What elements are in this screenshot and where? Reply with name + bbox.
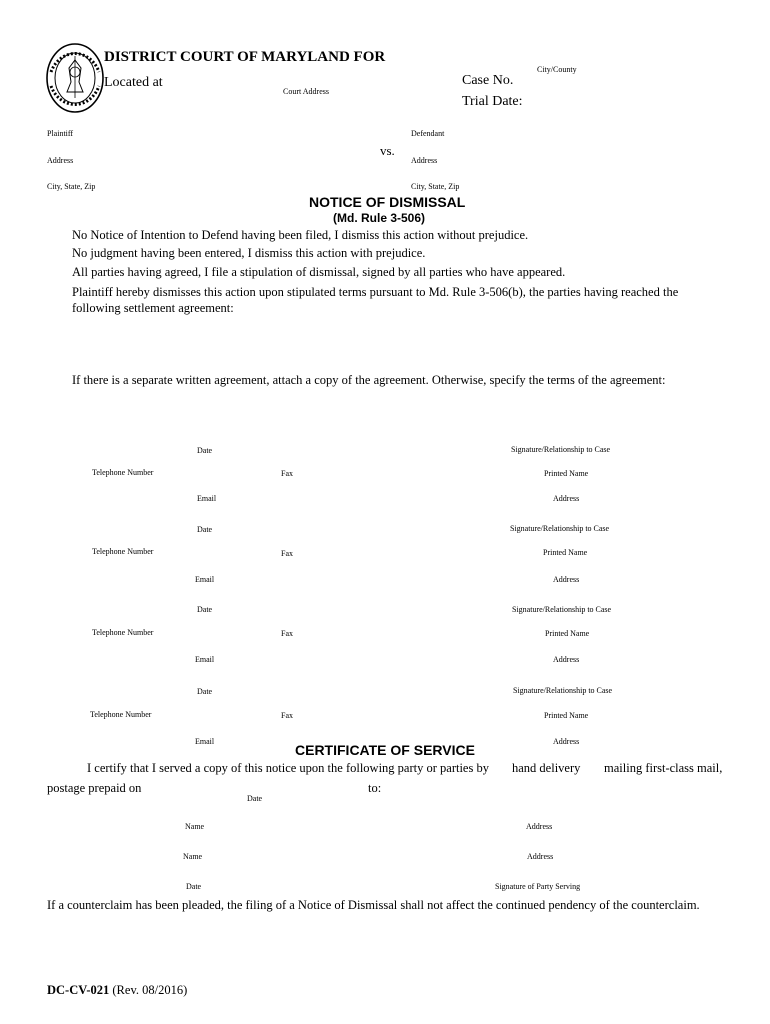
sig2-fax-label: Fax	[281, 549, 293, 558]
vs-label: vs.	[380, 143, 395, 158]
sig1-printed-name-label: Printed Name	[544, 469, 589, 478]
sig1-fax-label: Fax	[281, 469, 293, 478]
sig3-address-label: Address	[553, 655, 580, 664]
case-no-label: Case No.	[462, 73, 514, 88]
sig1-signature-label: Signature/Relationship to Case	[511, 445, 611, 454]
option-without-prejudice: No Notice of Intention to Defend having been filed, I dismiss this action without prejudice.	[72, 228, 529, 242]
hand-delivery-option: hand delivery	[512, 761, 581, 775]
plaintiff-label: Plaintiff	[47, 129, 74, 138]
mailing-option: mailing first-class mail,	[604, 761, 723, 775]
service-date-label: Date	[247, 794, 263, 803]
sig3-email-label: Email	[195, 655, 215, 664]
sig4-fax-label: Fax	[281, 711, 293, 720]
trial-date-label: Trial Date:	[462, 94, 523, 109]
option-stipulation: All parties having agreed, I file a stipulation of dismissal, signed by all parties who have appeared.	[72, 265, 566, 279]
court-seal-icon	[45, 42, 105, 114]
sig4-email-label: Email	[195, 737, 215, 746]
option-stipulated-terms: Plaintiff hereby dismisses this action upon stipulated terms pursuant to Md. Rule 3-506(b), the parties having reached the	[72, 285, 679, 299]
sig4-date-label: Date	[197, 687, 213, 696]
sig2-signature-label: Signature/Relationship to Case	[510, 524, 610, 533]
sig3-printed-name-label: Printed Name	[545, 629, 590, 638]
agreement-note: If there is a separate written agreement, attach a copy of the agreement. Otherwise, specify the terms of the agreement:	[72, 373, 666, 387]
sig3-date-label: Date	[197, 605, 213, 614]
sig1-email-label: Email	[197, 494, 217, 503]
served-address-1-label: Address	[526, 822, 553, 831]
defendant-label: Defendant	[411, 129, 445, 138]
sig2-email-label: Email	[195, 575, 215, 584]
sig3-signature-label: Signature/Relationship to Case	[512, 605, 612, 614]
court-title: DISTRICT COURT OF MARYLAND FOR	[104, 49, 386, 65]
sig3-fax-label: Fax	[281, 629, 293, 638]
court-address-label: Court Address	[283, 87, 329, 96]
city-county-label: City/County	[537, 65, 577, 74]
sig1-address-label: Address	[553, 494, 580, 503]
plaintiff-address-label: Address	[47, 156, 74, 165]
defendant-city-label: City, State, Zip	[411, 182, 460, 191]
served-address-2-label: Address	[527, 852, 554, 861]
notice-subtitle: (Md. Rule 3-506)	[333, 211, 426, 225]
to-label: to:	[368, 781, 382, 795]
sig4-telephone-label: Telephone Number	[90, 710, 152, 719]
sig2-date-label: Date	[197, 525, 213, 534]
sig3-telephone-label: Telephone Number	[92, 628, 154, 637]
sig2-printed-name-label: Printed Name	[543, 548, 588, 557]
form-revision: (Rev. 08/2016)	[112, 983, 188, 997]
certificate-title: CERTIFICATE OF SERVICE	[295, 742, 475, 758]
form-footer	[47, 983, 187, 998]
served-name-1-label: Name	[185, 822, 205, 831]
form-id: DC-CV-021	[47, 983, 110, 997]
notice-title: NOTICE OF DISMISSAL	[309, 194, 466, 210]
served-name-2-label: Name	[183, 852, 203, 861]
serving-signature-label: Signature of Party Serving	[495, 882, 581, 891]
sig2-address-label: Address	[553, 575, 580, 584]
sig4-signature-label: Signature/Relationship to Case	[513, 686, 613, 695]
defendant-address-label: Address	[411, 156, 438, 165]
certificate-line1: I certify that I served a copy of this notice upon the following party or parties by	[87, 761, 489, 775]
sig4-printed-name-label: Printed Name	[544, 711, 589, 720]
counterclaim-note: If a counterclaim has been pleaded, the filing of a Notice of Dismissal shall not affect the continued pendency of the counterclaim.	[47, 898, 700, 912]
sig1-date-label: Date	[197, 446, 213, 455]
plaintiff-city-label: City, State, Zip	[47, 182, 96, 191]
option-with-prejudice: No judgment having been entered, I dismiss this action with prejudice.	[72, 246, 426, 260]
postage-prepaid-label: postage prepaid on	[47, 781, 142, 795]
sig4-address-label: Address	[553, 737, 580, 746]
sig1-telephone-label: Telephone Number	[92, 468, 154, 477]
sig2-telephone-label: Telephone Number	[92, 547, 154, 556]
option-stipulated-terms-cont: following settlement agreement:	[72, 301, 234, 315]
located-at-label: Located at	[104, 75, 163, 90]
serving-date-label: Date	[186, 882, 202, 891]
